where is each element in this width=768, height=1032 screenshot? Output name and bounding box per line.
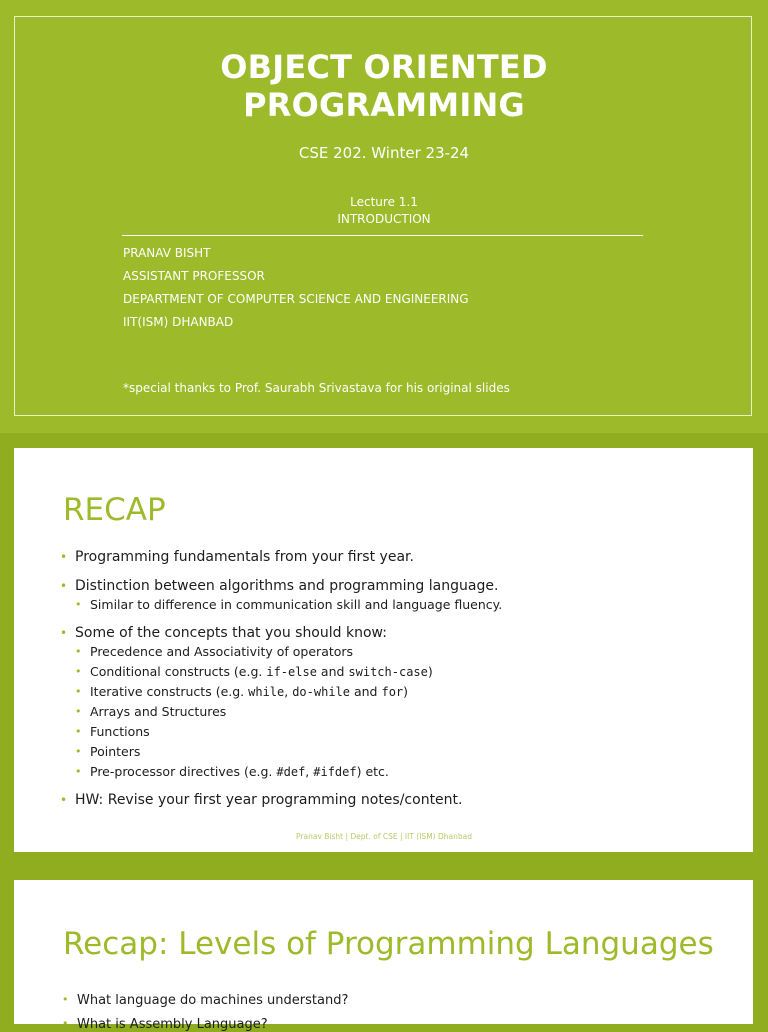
list-item: • Some of the concepts that you should know: • Precedence and Associativity of operators • Conditional constructs (e.g. if-else and switch-case) • Iterative constructs (e.g. while, do-while and for) • Arrays and Structures • Functions • Pointers • Pre-processor directives (e.g. #def, #ifdef) etc. <box>60 622 720 782</box>
sub-list-item: • Pointers <box>75 742 720 762</box>
list-item: • Distinction between algorithms and programming language. • Similar to difference in communication skill and language fluency. <box>60 575 720 615</box>
lecture-topic: INTRODUCTION <box>337 212 431 226</box>
lecture-info <box>0 194 768 228</box>
code-snippet: switch-case <box>348 665 428 679</box>
slide-heading: Recap: Levels of Programming Languages <box>63 926 714 962</box>
code-snippet: if-else <box>266 665 317 679</box>
lecture-number: Lecture 1.1 <box>350 195 418 209</box>
code-snippet: for <box>381 685 404 699</box>
sub-list-item: • Pre-processor directives (e.g. #def, #ifdef) etc. <box>75 762 720 782</box>
slide-footer: Pranav Bisht | Dept. of CSE | IIT (ISM) Dhanbad <box>296 832 472 841</box>
slide-heading: RECAP <box>63 492 166 528</box>
sub-list-item: • Iterative constructs (e.g. while, do-while and for) <box>75 682 720 702</box>
code-snippet: #ifdef <box>313 765 357 779</box>
author-block <box>123 242 469 334</box>
course-code: CSE 202. Winter 23-24 <box>298 144 470 162</box>
code-snippet: while <box>248 685 285 699</box>
list-item: • What language do machines understand? <box>62 993 348 1008</box>
sub-bullet-list <box>75 642 720 782</box>
sub-list-item: • Similar to difference in communication skill and language fluency. <box>75 595 720 615</box>
author-department: DEPARTMENT OF COMPUTER SCIENCE AND ENGINEERING <box>123 292 469 306</box>
list-item: • HW: Revise your first year programming notes/content. <box>60 789 720 811</box>
sub-bullet-list <box>75 595 720 615</box>
code-snippet: #def <box>276 765 306 779</box>
sub-list-item: • Precedence and Associativity of operators <box>75 642 720 662</box>
author-name: PRANAV BISHT <box>123 246 211 260</box>
list-item: • What is Assembly Language? <box>62 1017 268 1024</box>
sub-list-item: • Functions <box>75 722 720 742</box>
title-slide <box>0 0 768 433</box>
divider-line <box>122 235 643 236</box>
list-item: • Programming fundamentals from your first year. <box>60 546 720 568</box>
slide-title-line1: OBJECT ORIENTED <box>220 48 548 86</box>
sub-list-item: • Arrays and Structures <box>75 702 720 722</box>
slide-title-line2: PROGRAMMING <box>243 86 525 124</box>
levels-slide <box>0 880 768 1032</box>
author-position: ASSISTANT PROFESSOR <box>123 269 265 283</box>
acknowledgement: *special thanks to Prof. Saurabh Srivastava for his original slides <box>123 381 510 395</box>
slide-title <box>0 48 768 124</box>
author-institute: IIT(ISM) DHANBAD <box>123 315 234 329</box>
sub-list-item: • Conditional constructs (e.g. if-else and switch-case) <box>75 662 720 682</box>
code-snippet: do-while <box>292 685 350 699</box>
recap-slide <box>0 448 768 852</box>
bullet-list <box>60 546 720 818</box>
